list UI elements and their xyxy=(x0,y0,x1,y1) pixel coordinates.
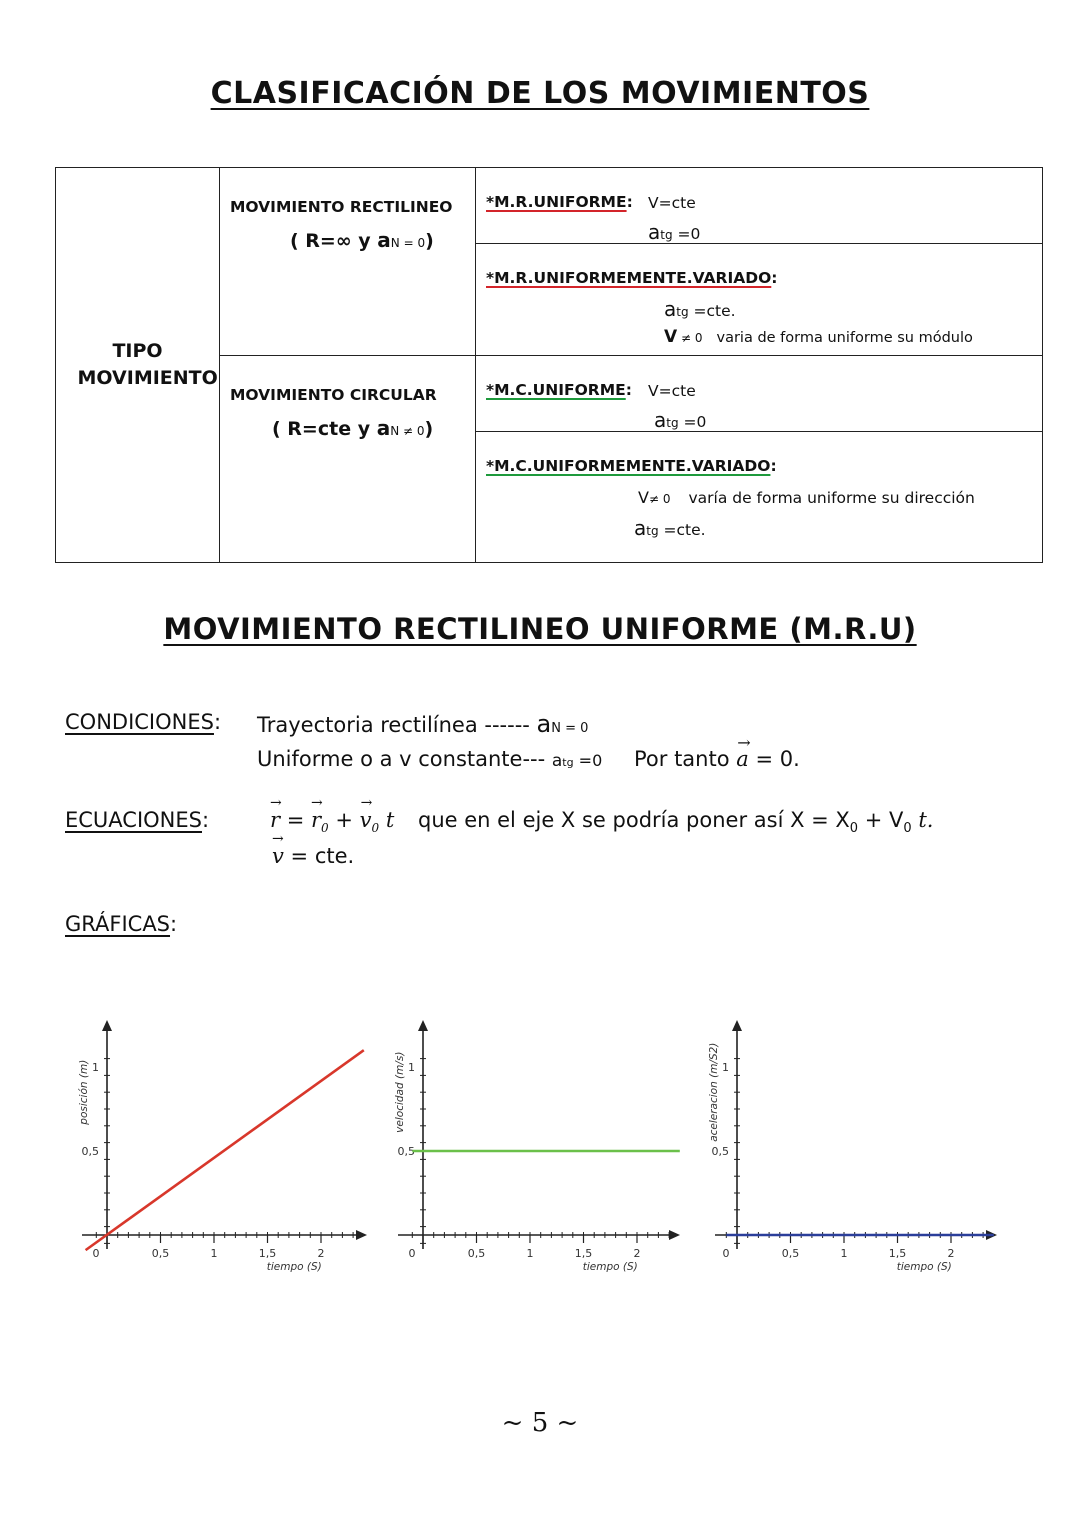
condiciones-conclusion: Por tanto → a = 0. xyxy=(634,733,800,771)
condiciones-line1: Trayectoria rectilínea ------ aN = 0 xyxy=(257,710,589,738)
x-tick-label: 2 xyxy=(317,1247,325,1260)
y-axis-arrow xyxy=(418,1020,428,1031)
equation-velocity: → v = cte. xyxy=(272,831,355,868)
mcu-heading: *M.C.UNIFORME: xyxy=(486,381,632,399)
tipo-movimiento-label: TIPO MOVIMIENTO xyxy=(77,340,218,389)
x-tick-label: 2 xyxy=(947,1247,955,1260)
mcuv-cell xyxy=(476,432,1043,563)
mcuv-acceleration: atg =cte. xyxy=(634,516,706,540)
classification-table xyxy=(55,167,1043,563)
x-tick-label: 0,5 xyxy=(467,1247,486,1260)
y-axis-arrow xyxy=(732,1020,742,1031)
rectilineo-label: MOVIMIENTO RECTILINEO xyxy=(230,198,453,216)
x-tick-label: 1,5 xyxy=(574,1247,593,1260)
mcuv-velocity: V≠ 0 varía de forma uniforme su dirección xyxy=(638,488,975,507)
rectilineo-cell xyxy=(220,168,476,356)
condiciones-line2: Uniforme o a v constante--- atg =0 xyxy=(257,747,603,771)
page-number: ~ 5 ~ xyxy=(501,1408,579,1438)
y-axis-label: posición (m) xyxy=(78,1059,90,1125)
equation-position: → r = → $r_0$ + → $v_0$ t xyxy=(270,795,395,836)
y-tick-label: 0,5 xyxy=(397,1145,415,1158)
x-tick-label: 0 xyxy=(92,1247,100,1260)
x-tick-label: 1 xyxy=(840,1247,848,1260)
y-tick-label: 1 xyxy=(408,1061,415,1074)
mruv-acceleration: atg =cte. xyxy=(664,297,736,321)
ecuaciones-label: ECUACIONES: xyxy=(65,808,210,832)
series-line-posición xyxy=(86,1050,364,1250)
circular-condition: ( R=cte y aN ≠ 0) xyxy=(272,416,434,440)
x-axis-label: tiempo (S) xyxy=(896,1261,952,1273)
circular-label: MOVIMIENTO CIRCULAR xyxy=(230,386,437,404)
chart-aceleracion xyxy=(705,1015,1005,1280)
mcuv-heading: *M.C.UNIFORMEMENTE.VARIADO: xyxy=(486,457,777,475)
rectilineo-condition: ( R=∞ y aN = 0) xyxy=(290,228,434,252)
graficas-label: GRÁFICAS: xyxy=(65,912,178,936)
circular-cell xyxy=(220,356,476,563)
mruv-cell xyxy=(476,244,1043,356)
y-tick-label: 0,5 xyxy=(711,1145,729,1158)
x-tick-label: 1,5 xyxy=(888,1247,907,1260)
y-tick-label: 0,5 xyxy=(81,1145,99,1158)
x-axis-label: tiempo (S) xyxy=(582,1261,638,1273)
y-axis-label: velocidad (m/s) xyxy=(394,1051,406,1133)
x-tick-label: 1,5 xyxy=(258,1247,277,1260)
chart-posicion xyxy=(72,1015,372,1280)
x-tick-label: 0,5 xyxy=(151,1247,170,1260)
page-title-clasificacion: CLASIFICACIÓN DE LOS MOVIMIENTOS xyxy=(210,76,870,111)
equation-x-axis: que en el eje X se podría poner así $X = X_0 + V_0$ t. xyxy=(418,808,934,837)
x-tick-label: 0 xyxy=(408,1247,416,1260)
mcu-acceleration: atg =0 xyxy=(654,408,707,432)
x-tick-label: 0 xyxy=(722,1247,730,1260)
y-axis-label: aceleracion (m/S2) xyxy=(708,1042,720,1142)
mruv-velocity: V ≠ 0 varia de forma uniforme su módulo xyxy=(664,327,973,347)
mruv-heading: *M.R.UNIFORMEMENTE.VARIADO: xyxy=(486,269,778,287)
x-tick-label: 0,5 xyxy=(781,1247,800,1260)
y-tick-label: 1 xyxy=(92,1061,99,1074)
mcu-velocity: V=cte xyxy=(648,382,696,400)
page-title-mru: MOVIMIENTO RECTILINEO UNIFORME (M.R.U) xyxy=(163,612,917,646)
y-axis-arrow xyxy=(102,1020,112,1031)
y-tick-label: 1 xyxy=(722,1061,729,1074)
mcu-cell xyxy=(476,356,1043,432)
mru-acceleration: atg =0 xyxy=(648,220,701,244)
tipo-movimiento-cell xyxy=(56,168,220,563)
mru-velocity: V=cte xyxy=(648,194,696,212)
x-tick-label: 1 xyxy=(526,1247,534,1260)
x-tick-label: 1 xyxy=(210,1247,218,1260)
condiciones-label: CONDICIONES: xyxy=(65,710,222,734)
x-axis-arrow xyxy=(356,1230,367,1240)
mru-cell xyxy=(476,168,1043,244)
mru-heading: *M.R.UNIFORME: xyxy=(486,193,633,211)
chart-velocidad xyxy=(388,1015,688,1280)
x-tick-label: 2 xyxy=(633,1247,641,1260)
x-axis-arrow xyxy=(669,1230,680,1240)
x-axis-label: tiempo (S) xyxy=(266,1261,322,1273)
